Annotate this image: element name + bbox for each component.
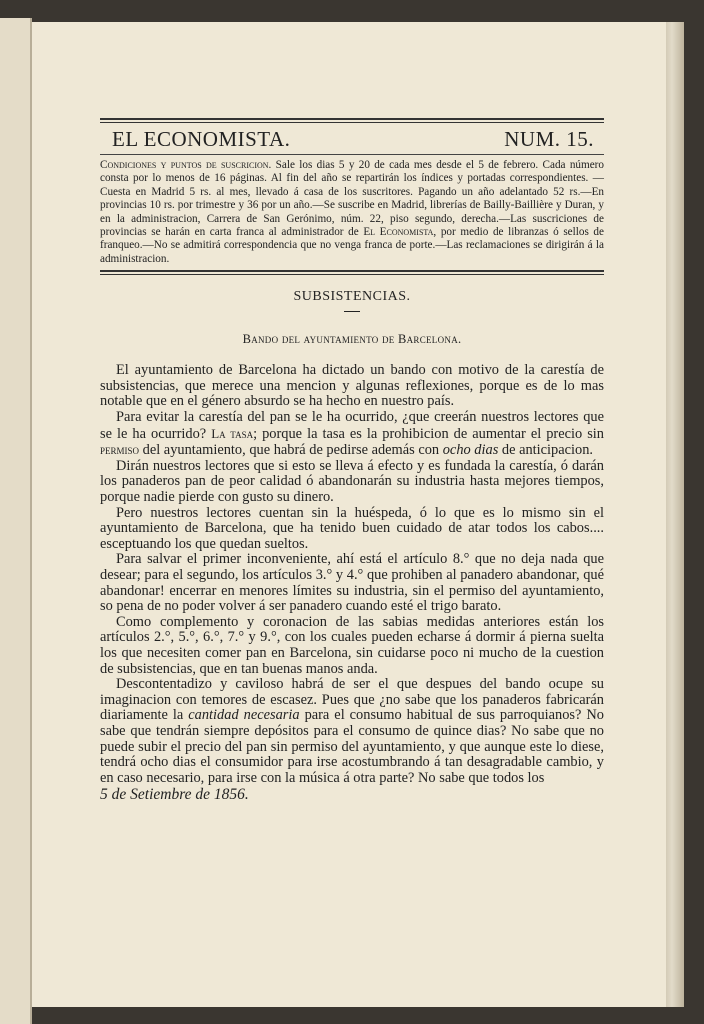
masthead — [100, 123, 604, 154]
conditions-text: Sale los dias 5 y 20 de cada mes desde el 5 de febrero. Cada número consta por lo menos de 16 páginas. Al fin del año se repartirán los índices y portadas correspondientes. —Cuesta en Madrid 5 rs. al mes, llevado á casa de los suscritores. Pagando un año adelantado 52 rs.—En provincias 10 rs. por trimestre y 36 por un año.—Se suscribe en Madrid, librerías de Bailly-Baillière y Duran, y en la administracion, Carrera de San Gerónimo, núm. 22, piso segundo, derecha.—Las suscriciones de provincias se harán en carta franca al administrador de — [100, 159, 604, 239]
p2-tasa: La tasa — [211, 425, 254, 441]
page-stack-edge — [664, 22, 684, 1007]
p7-emphasis: cantidad necesaria — [188, 707, 300, 724]
title-dash — [344, 311, 360, 312]
newspaper-page — [32, 22, 666, 1007]
paragraph-3: Dirán nuestros lectores que si esto se lleva á efecto y es fundada la carestía, ó darán los panaderos pan de peor calidad ó abandonarán su industria hasta mejores tiempos, porque nadie pierde con gusto su dinero. — [100, 457, 604, 505]
p7-part-b: para el consumo habitual de sus parroquianos? No sabe que tendrán siempre depósitos para el consumo de quince dias? No sabe que no puede subir el precio del pan sin permiso del ayuntamiento, y que aunque este lo diese, tendrá ocho dias el consumidor para irse acostumbrando á tan desagradable cambio, y en caso necesario, para irse con la música á otra parte? No sabe que todos los — [100, 707, 604, 786]
article-subtitle: Bando del ayuntamiento de Barcelona. — [242, 332, 462, 347]
issue-number: NUM. 15. — [504, 127, 594, 151]
paragraph-7 — [100, 677, 604, 786]
conditions-paper-name: El Economista — [363, 226, 434, 239]
p2-emphasis: ocho dias — [442, 442, 499, 459]
article-body — [100, 363, 604, 803]
p2-part-d: de anticipacion. — [501, 442, 594, 459]
conditions-text-end: , por medio de libranzas ó sellos de franqueo.—No se admitirá correspondencia que no venga franca de porte.—Las reclamaciones se dirigirán á la administracion. — [100, 226, 604, 265]
p2-permiso: permiso — [100, 442, 140, 458]
facing-page-edge — [0, 18, 32, 1024]
paragraph-2 — [100, 410, 604, 459]
paragraph-6: Como complemento y coronacion de las sabias medidas anteriores están los artículos 2.°, 5.°, 6.°, 7.° y 9.°, con los cuales pueden echarse á dormir á pierna suelta los que necesiten comer pan en Barcelona, sin cuidarse poco ni mucho de la cuestion de subsistencias, que en tan buenas manos anda. — [100, 613, 604, 677]
paragraph-4: Pero nuestros lectores cuentan sin la huéspeda, ó lo que es lo mismo sin el ayuntamiento de Barcelona, que ha tenido buen cuidado de atar todos los cabos.... esceptuando los que quedan sueltos. — [100, 504, 604, 552]
p2-part-a: Para evitar la carestía del pan se le ha ocurrido, ¿que creerán nuestros lectores que se le ha ocurrido? — [100, 409, 604, 442]
masthead-bottom-rule — [100, 154, 604, 155]
conditions-bottom-rule — [100, 270, 604, 275]
p2-part-b: ; porque la tasa es la prohibicion de aumentar el precio sin — [253, 425, 604, 442]
paragraph-1: El ayuntamiento de Barcelona ha dictado un bando con motivo de la carestía de subsistencias, que merece una mencion y algunas reflexiones, porque es de lo mas notable que en el género absurdo se ha hecho en nuestro país. — [100, 362, 604, 410]
p2-part-c: del ayuntamiento, que habrá de pedirse además con — [142, 442, 440, 459]
p7-part-a: Descontentadizo y caviloso habrá de ser el que despues del bando ocupe su imaginacion con temores de escasez. Pues que ¿no sabe que los panaderos fabricarán diariamente la — [100, 676, 604, 724]
subscription-conditions — [100, 159, 604, 266]
paragraph-5: Para salvar el primer inconveniente, ahí está el artículo 8.° que no deja nada que desear; para el segundo, los artículos 3.° y 4.° que prohiben al panadero abandonar, qué abandonar! encerrar en menores límites su industria, sin el permiso del ayuntamiento, so pena de no poder volver á ser panadero cuando esté el trigo barato. — [100, 551, 604, 615]
newspaper-title: EL ECONOMISTA. — [112, 127, 291, 151]
conditions-lead: Condiciones y puntos de suscricion. — [100, 159, 272, 171]
dateline: 5 de Setiembre de 1856. — [100, 786, 249, 804]
page-content — [100, 118, 604, 803]
section-title: SUBSISTENCIAS. — [293, 289, 411, 305]
